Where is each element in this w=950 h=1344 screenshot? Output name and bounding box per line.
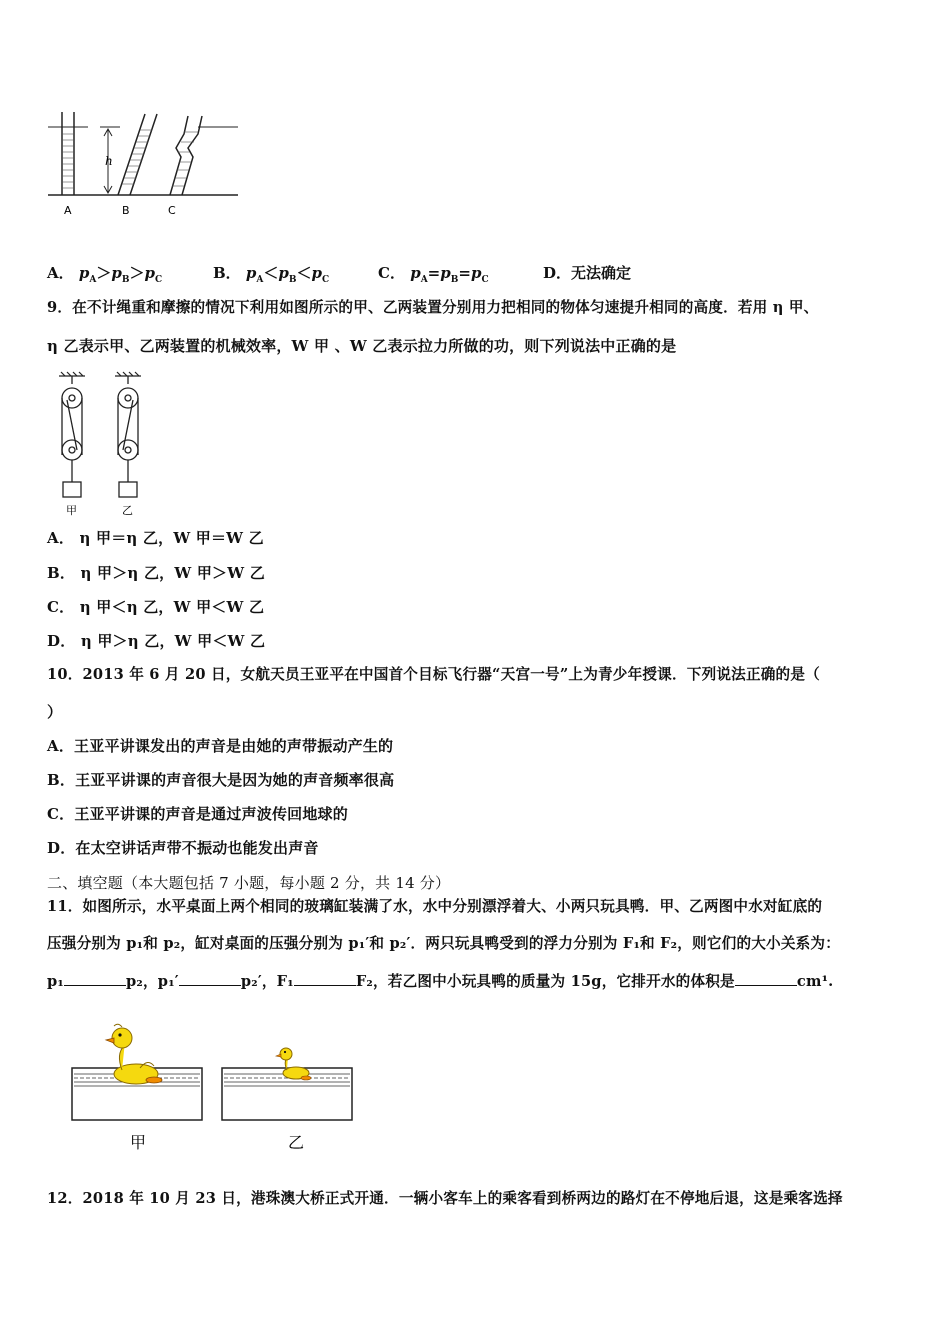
tank-jia: [72, 1024, 202, 1120]
q11-part: p₁: [47, 973, 64, 990]
vessel-label-c: C: [168, 204, 176, 217]
option-key: C．: [378, 264, 405, 282]
q11-part: p₂，p₁′: [126, 973, 179, 990]
option-key: D．: [543, 264, 572, 282]
q10-option-c: C．王亚平讲课的声音是通过声波传回地球的: [47, 805, 348, 823]
section-heading: 二、填空题（本大题包括 7 小题，每小题 2 分，共 14 分）: [47, 874, 451, 892]
vessel-b: [118, 114, 157, 195]
option-key: B．: [213, 264, 241, 282]
option-key: A．: [47, 264, 74, 282]
q8-option-b: B． $p_A<p_B<p_C$: [213, 264, 330, 285]
q10-option-d: D．在太空讲话声带不振动也能发出声音: [47, 839, 319, 857]
q8-option-c: C． $p_A=p_B=p_C$: [378, 264, 489, 285]
tank-label-jia: 甲: [130, 1133, 147, 1152]
q9-line2: η 乙表示甲、乙两装置的机械效率，W 甲 、W 乙表示拉力所做的功，则下列说法中正确的是: [47, 337, 677, 355]
big-duck: [106, 1024, 162, 1084]
q10-option-b: B．王亚平讲课的声音很大是因为她的声音频率很高: [47, 771, 395, 789]
vessel-a: [62, 112, 74, 195]
answer-blank[interactable]: [64, 971, 126, 986]
vessel-c: [170, 116, 202, 195]
q8-option-d: [543, 262, 631, 283]
q9-option-d: D． η 甲＞η 乙，W 甲＜W 乙: [47, 632, 266, 650]
q10-line2: ）: [47, 703, 63, 721]
pulley-device-yi: [118, 376, 138, 497]
duck-tanks-figure: [70, 1018, 362, 1158]
height-arrow: [100, 127, 120, 193]
answer-blank[interactable]: [735, 971, 797, 986]
q11-part: F₂，若乙图中小玩具鸭的质量为 15g，它排开水的体积是: [355, 973, 735, 990]
q11-part: p₂′，F₁: [240, 973, 294, 990]
vessel-label-a: A: [64, 204, 72, 217]
q11-part: cm¹.: [796, 973, 834, 990]
q9-option-c: C． η 甲＜η 乙，W 甲＜W 乙: [47, 598, 265, 616]
vessels-figure: [48, 112, 248, 222]
q11-line1: 11．如图所示，水平桌面上两个相同的玻璃缸装满了水，水中分别漂浮着大、小两只玩具鸭．甲、乙两图中水对缸底的: [47, 898, 823, 915]
pulley-figure: [55, 370, 155, 518]
q10-line1: 10．2013 年 6 月 20 日，女航天员王亚平在中国首个目标飞行器“天宫一号”上为青少年授课．下列说法正确的是（: [47, 666, 820, 683]
answer-blank[interactable]: [179, 971, 241, 986]
pulley-label-yi: 乙: [122, 504, 133, 517]
q12-line1: 12．2018 年 10 月 23 日，港珠澳大桥正式开通．一辆小客车上的乘客看到桥两边的路灯在不停地后退，这是乘客选择: [47, 1190, 843, 1207]
pulley-device-jia: [62, 376, 82, 497]
answer-blank[interactable]: [294, 971, 356, 986]
q9-option-b: B． η 甲＞η 乙，W 甲＞W 乙: [47, 564, 265, 582]
q8-option-a: A． $p_A>p_B>p_C$: [47, 264, 163, 285]
q9-option-a: A． η 甲＝η 乙，W 甲＝W 乙: [47, 529, 264, 547]
tank-yi: [222, 1048, 352, 1120]
h-label: h: [105, 154, 113, 168]
pulley-label-jia: 甲: [66, 504, 77, 517]
option-text: 无法确定: [571, 264, 632, 282]
q10-option-a: A．王亚平讲课发出的声音是由她的声带振动产生的: [47, 737, 394, 755]
q11-line2: 压强分别为 p₁和 p₂，缸对桌面的压强分别为 p₁′和 p₂′．两只玩具鸭受到的浮力分别为 F₁和 F₂，则它们的大小关系为：: [47, 935, 840, 952]
vessel-label-b: B: [122, 204, 130, 217]
q9-line1: 9．在不计绳重和摩擦的情况下利用如图所示的甲、乙两装置分别用力把相同的物体匀速提升相同的高度．若用 η 甲、: [47, 299, 819, 316]
q11-line3: [47, 971, 833, 992]
tank-label-yi: 乙: [288, 1133, 305, 1152]
